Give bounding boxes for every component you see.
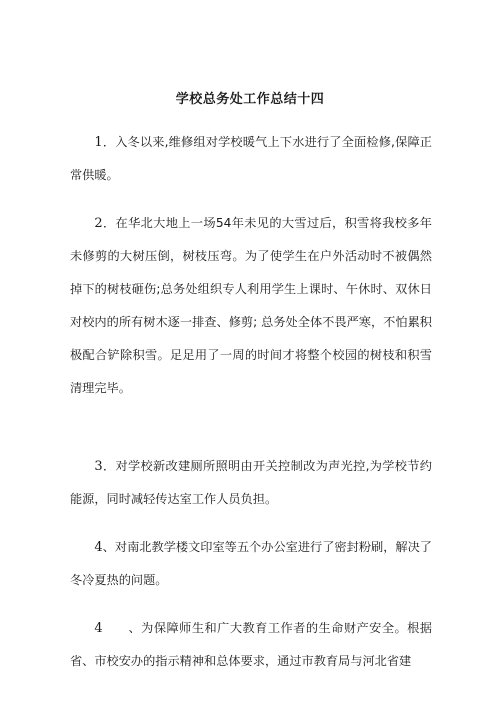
paragraph-text: 、对南北教学楼文印室等五个办公室进行了密封粉刷，解决了冬冷夏热的问题。: [70, 540, 432, 587]
paragraph-1: [70, 126, 432, 192]
paragraph-4: [70, 531, 432, 597]
paragraph-3: [70, 450, 432, 516]
document-title: 学校总务处工作总结十四: [175, 92, 325, 107]
paragraph-5: [70, 612, 432, 678]
paragraph-number: 1: [94, 135, 103, 150]
paragraph-number: 2: [94, 216, 103, 231]
paragraph-text: ．入冬以来,维修组对学校暖气上下水进行了全面检修,保障正常供暖。: [70, 135, 432, 182]
paragraph-number: 3: [94, 459, 103, 474]
paragraph-text: 、为保障师生和广大教育工作者的生命财产安全。根据省、市校安办的指示精神和总体要求，通过市教育局与河北省建: [70, 621, 432, 668]
paragraph-text: ．对学校新改建厕所照明由开关控制改为声光控,为学校节约能源，同时减轻传达室工作人员负担。: [70, 459, 432, 506]
paragraph-number: 4: [94, 540, 103, 555]
paragraph-number: 4: [94, 621, 103, 636]
paragraph-2: [70, 207, 432, 405]
paragraph-text: ．在华北大地上一场54年未见的大雪过后，积雪将我校多年未修剪的大树压倒，树枝压弯。为了使学生在户外活动时不被偶然掉下的树枝砸伤;总务处组织专人利用学生上课时、午休时、双休日对校内的所有树木逐一排查、修剪; 总务处全体不畏严寒，不怕累积极配合铲除积雪。足足用了一周的时间才将整个校园的树枝和积雪清理完毕。: [70, 216, 432, 395]
